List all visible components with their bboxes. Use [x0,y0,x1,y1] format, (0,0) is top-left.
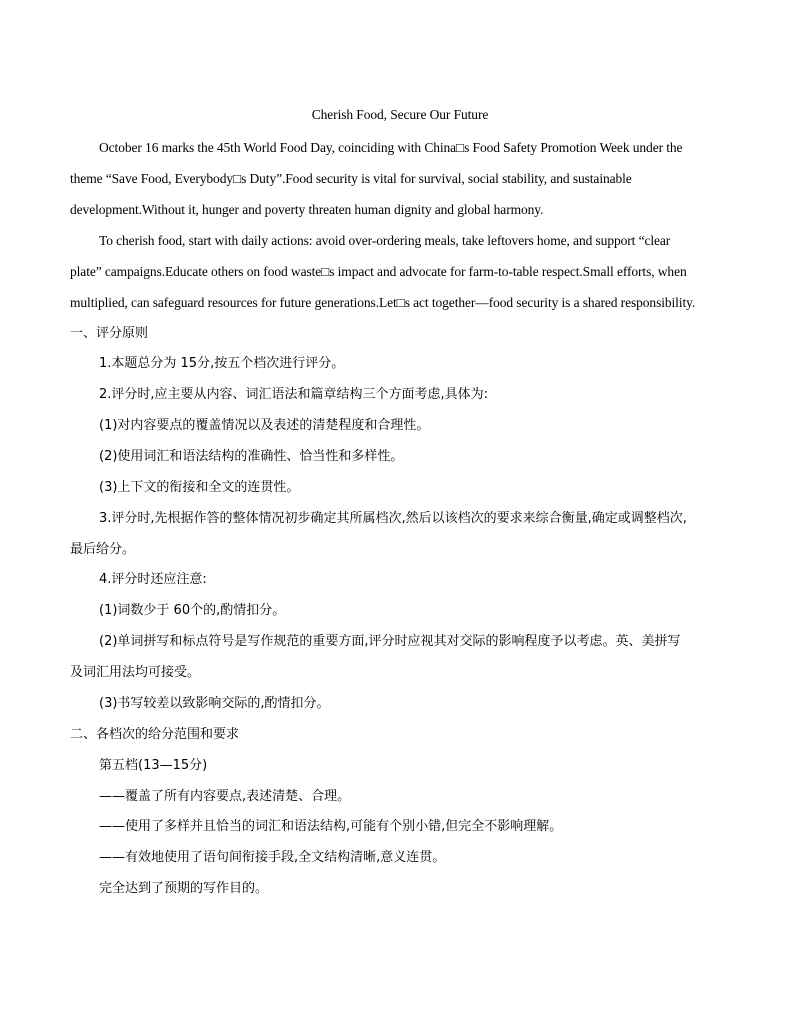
essay-line-1: October 16 marks the 45th World Food Day, coinciding with China□s Food Safety Promotion Week under the [99,140,683,155]
scoring-rule-4-item-1: (1)词数少于 60个的,酌情扣分。 [99,603,286,618]
scoring-rule-4-item-2-cont: 及词汇用法均可接受。 [70,665,201,680]
scoring-rule-2: 2.评分时,应主要从内容、词汇语法和篇章结构三个方面考虑,具体为: [99,387,489,402]
essay-line-6: multiplied, can safeguard resources for future generations.Let□s act together—food security is a shared responsibility. [70,295,696,310]
level-five-criterion-2: ——使用了多样并且恰当的词汇和语法结构,可能有个别小错,但完全不影响理解。 [99,819,563,834]
scoring-rule-2-item-1: (1)对内容要点的覆盖情况以及表述的清楚程度和合理性。 [99,418,430,433]
level-five-heading: 第五档(13—15分) [99,758,208,773]
essay-line-5: plate” campaigns.Educate others on food waste□s impact and advocate for farm-to-table respect.Small efforts, when [70,264,687,279]
section-heading-principles: 一、评分原则 [70,326,149,341]
level-five-summary: 完全达到了预期的写作目的。 [99,881,269,896]
essay-line-4: To cherish food, start with daily actions: avoid over-ordering meals, take leftovers home, and support “clear [99,233,671,248]
essay-title: Cherish Food, Secure Our Future [311,107,489,122]
scoring-rule-4-item-3: (3)书写较差以致影响交际的,酌情扣分。 [99,696,330,711]
level-five-criterion-1: ——覆盖了所有内容要点,表述清楚、合理。 [99,789,351,804]
essay-line-2: theme “Save Food, Everybody□s Duty”.Food security is vital for survival, social stability, and sustainable [70,171,632,186]
scoring-rule-4-item-2: (2)单词拼写和标点符号是写作规范的重要方面,评分时应视其对交际的影响程度予以考虑。英、美拼写 [99,634,681,649]
scoring-rule-4: 4.评分时还应注意: [99,572,207,587]
scoring-rule-1: 1.本题总分为 15分,按五个档次进行评分。 [99,356,345,371]
level-five-criterion-3: ——有效地使用了语句间衔接手段,全文结构清晰,意义连贯。 [99,850,446,865]
scoring-rule-2-item-2: (2)使用词汇和语法结构的准确性、恰当性和多样性。 [99,449,404,464]
section-heading-levels: 二、各档次的给分范围和要求 [70,727,240,742]
scoring-rule-3: 3.评分时,先根据作答的整体情况初步确定其所属档次,然后以该档次的要求来综合衡量,确定或调整档次, [99,511,687,526]
essay-line-3: development.Without it, hunger and poverty threaten human dignity and global harmony. [70,202,544,217]
scoring-rule-2-item-3: (3)上下文的衔接和全文的连贯性。 [99,480,300,495]
scoring-rule-3-cont: 最后给分。 [70,542,136,557]
